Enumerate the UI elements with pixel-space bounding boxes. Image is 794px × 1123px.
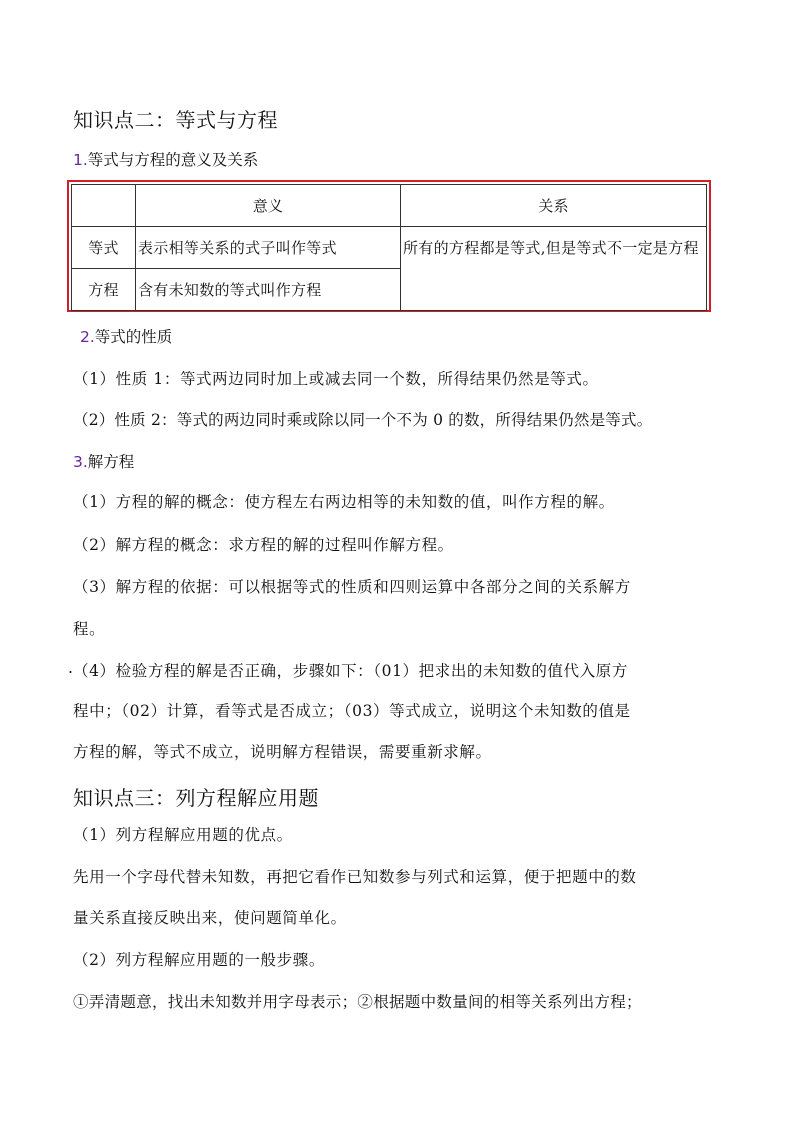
table-row-meaning: 含有未知数的等式叫作方程 [136, 269, 401, 311]
table-header-empty [72, 185, 136, 227]
property-1: （1）性质 1：等式两边同时加上或减去同一个数，所得结果仍然是等式。 [73, 370, 599, 388]
table-header-relation: 关系 [401, 185, 707, 227]
solve-item-3-line-1: （3）解方程的依据：可以根据等式的性质和四则运算中各部分之间的关系解方 [73, 578, 631, 596]
property-2: （2）性质 2：等式的两边同时乘或除以同一个不为 0 的数，所得结果仍然是等式。 [73, 411, 653, 429]
subheading-2 [80, 325, 172, 347]
section-heading-3: 知识点三：列方程解应用题 [73, 786, 319, 810]
table-row-label: 等式 [72, 227, 136, 269]
solve-item-4-mark: . [68, 659, 74, 677]
application-steps-line: ①弄清题意，找出未知数并用字母表示；②根据题中数量间的相等关系列出方程； [73, 993, 642, 1011]
subheading-number: 2. [80, 328, 95, 346]
section-heading-2: 知识点二：等式与方程 [73, 108, 278, 132]
solve-item-2: （2）解方程的概念：求方程的解的过程叫作解方程。 [73, 536, 454, 554]
subheading-text: 等式与方程的意义及关系 [87, 151, 259, 169]
table-row-label: 方程 [72, 269, 136, 311]
meaning-relation-table [71, 184, 707, 311]
table-header-row [72, 185, 707, 227]
solve-item-1: （1）方程的解的概念：使方程左右两边相等的未知数的值，叫作方程的解。 [73, 493, 615, 511]
subheading-number: 3. [73, 453, 88, 471]
subheading-3 [73, 450, 134, 472]
application-paragraph-line-2: 量关系直接反映出来，使问题简单化。 [73, 909, 347, 927]
subheading-1 [73, 148, 258, 170]
solve-item-4-line-1: （4）检验方程的解是否正确，步骤如下：（01）把求出的未知数的值代入原方 [73, 662, 628, 680]
subheading-text: 等式的性质 [94, 328, 173, 346]
application-paragraph-line-1: 先用一个字母代替未知数，再把它看作已知数参与列式和运算，便于把题中的数 [73, 868, 637, 886]
solve-item-4-line-2: 程中；（02）计算，看等式是否成立；（03）等式成立，说明这个未知数的值是 [73, 702, 631, 720]
table-row [72, 227, 707, 269]
table-header-meaning: 意义 [136, 185, 401, 227]
table-row-meaning: 表示相等关系的式子叫作等式 [136, 227, 401, 269]
application-item-1: （1）列方程解应用题的优点。 [73, 826, 293, 844]
application-item-2: （2）列方程解应用题的一般步骤。 [73, 951, 325, 969]
solve-item-4-line-3: 方程的解，等式不成立，说明解方程错误，需要重新求解。 [73, 743, 492, 761]
subheading-text: 解方程 [87, 453, 135, 471]
meaning-relation-table-frame [67, 180, 711, 312]
table-relation-cell: 所有的方程都是等式,但是等式不一定是方程 [401, 227, 707, 311]
solve-item-3-line-2: 程。 [73, 620, 106, 638]
subheading-number: 1. [73, 151, 88, 169]
